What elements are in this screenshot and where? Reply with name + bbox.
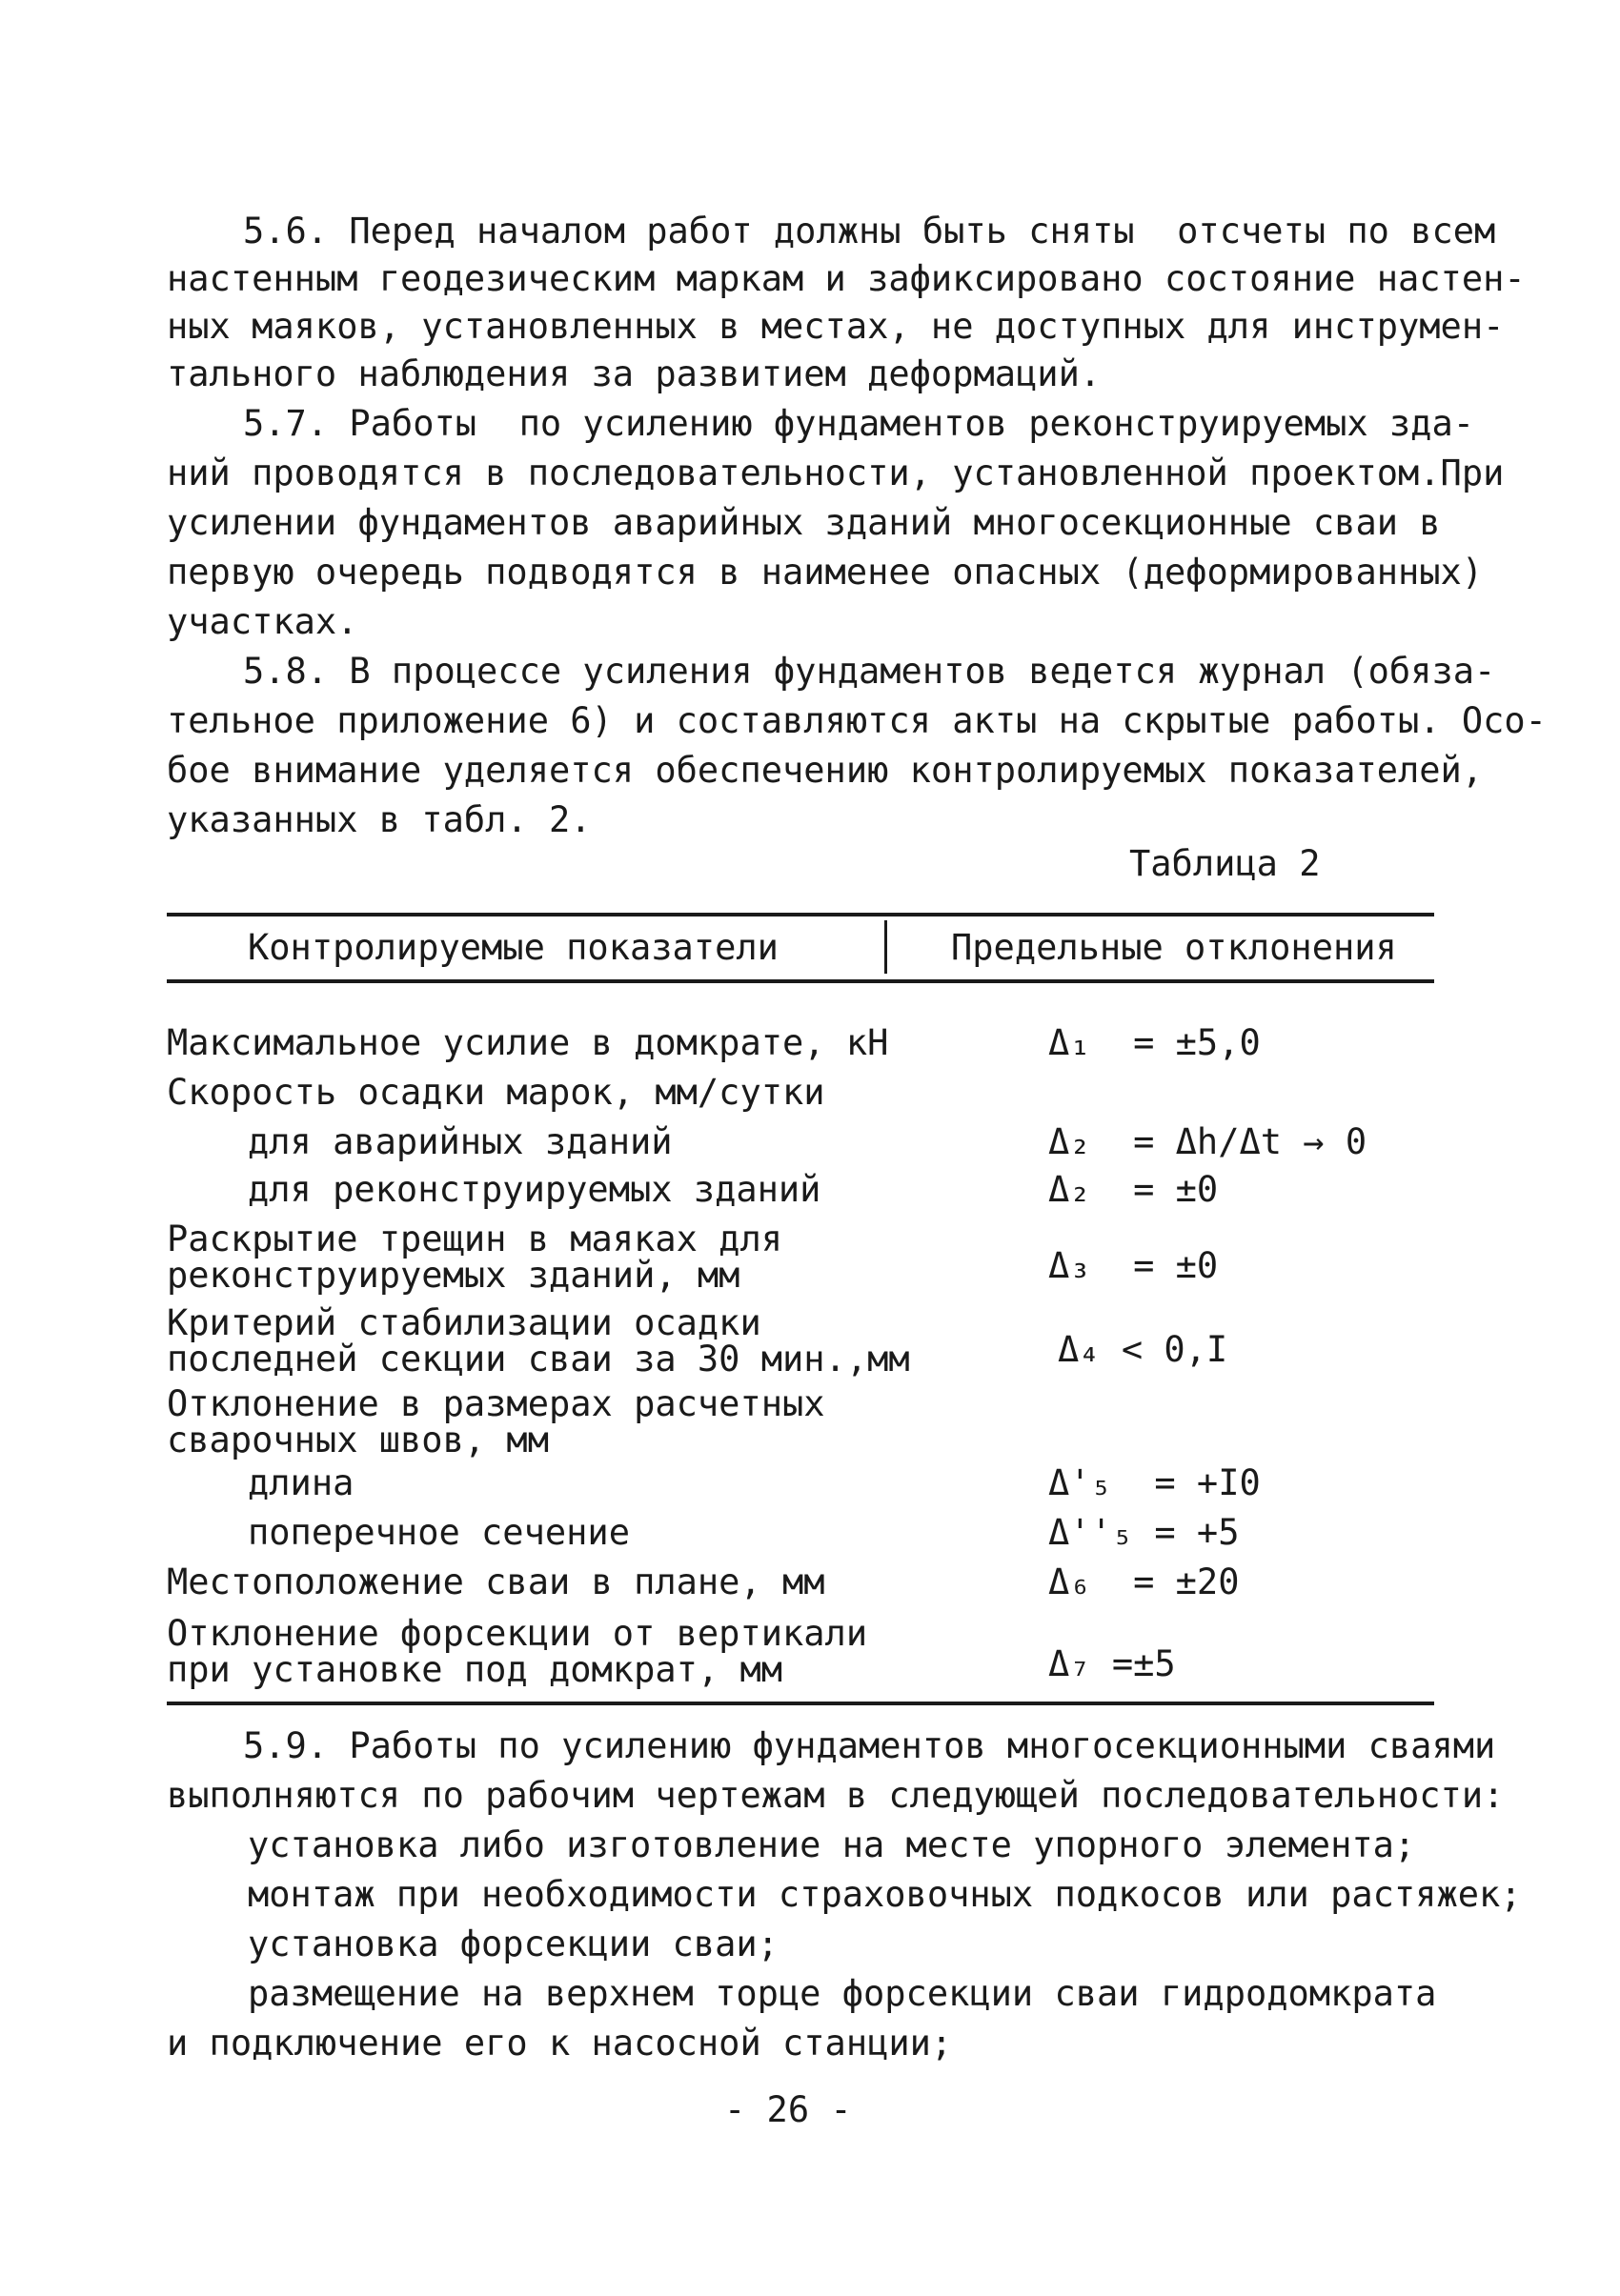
paragraph-5-8-line-2: тельное приложение 6) и составляются акты на скрытые работы. Осо-: [167, 700, 1547, 741]
paragraph-5-6-line-4: тального наблюдения за развитием деформаций.: [167, 353, 1102, 394]
table-row-value: Δ''₅ = +5: [1048, 1512, 1240, 1553]
table-row-label: поперечное сечение: [248, 1512, 630, 1553]
paragraph-5-8-line-1: 5.8. В процессе усиления фундаментов ведется журнал (обяза-: [243, 651, 1496, 692]
table-row-value: Δ'₅ = +I0: [1048, 1462, 1261, 1503]
paragraph-5-8-line-3: бое внимание уделяется обеспечению контролируемых показателей,: [167, 750, 1484, 791]
table-row-label: Отклонение форсекции от вертикали при установке под домкрат, мм: [167, 1613, 868, 1690]
paragraph-5-7-line-5: участках.: [167, 601, 358, 642]
table-row-label: длина: [248, 1462, 354, 1503]
paragraph-5-9-list-item: установка либо изготовление на месте упорного элемента;: [248, 1824, 1416, 1865]
table-row-label: Раскрытие трещин в маяках для реконструируемых зданий, мм: [167, 1218, 783, 1296]
paragraph-5-6-line-2: настенным геодезическим маркам и зафиксировано состояние настен-: [167, 258, 1526, 299]
paragraph-5-7-line-4: первую очередь подводятся в наименее опасных (деформированных): [167, 552, 1484, 593]
paragraph-5-7-line-3: усилении фундаментов аварийных зданий многосекционные сваи в: [167, 502, 1441, 543]
table-row-value: Δ₇ =±5: [1048, 1643, 1176, 1684]
table-row-value: Δ₁ = ±5,0: [1048, 1022, 1261, 1063]
paragraph-5-9-line-1: 5.9. Работы по усилению фундаментов многосекционными сваями: [243, 1725, 1496, 1766]
table-row-label: Местоположение сваи в плане, мм: [167, 1561, 825, 1602]
table-row-value: Δ₃ = ±0: [1048, 1245, 1219, 1286]
paragraph-5-9-list-item: установка форсекции сваи;: [248, 1923, 779, 1964]
paragraph-5-6-line-1: 5.6. Перед началом работ должны быть сняты отсчеты по всем: [243, 211, 1496, 252]
paragraph-5-9-list-item: размещение на верхнем торце форсекции сваи гидродомкрата: [248, 1973, 1437, 2014]
table-row-value: Δ₂ = ±0: [1048, 1169, 1219, 1210]
table-row-label: Скорость осадки марок, мм/сутки: [167, 1072, 825, 1113]
table-row-value: Δ₂ = Δh/Δt → 0: [1048, 1121, 1367, 1162]
table-row-label: Критерий стабилизации осадки последней секции сваи за 30 мин.,мм: [167, 1302, 910, 1380]
table-top-rule: [167, 913, 1434, 916]
paragraph-5-7-line-1: 5.7. Работы по усилению фундаментов реконструируемых зда-: [243, 403, 1475, 444]
table-row-label: для реконструируемых зданий: [248, 1169, 821, 1210]
table-bottom-rule: [167, 1702, 1434, 1705]
paragraph-5-7-line-2: ний проводятся в последовательности, установленной проектом.При: [167, 453, 1505, 493]
table-header-rule: [167, 979, 1434, 983]
paragraph-5-9-list-item: и подключение его к насосной станции;: [167, 2023, 953, 2064]
table-caption: Таблица 2: [1129, 843, 1321, 884]
table-row-label: Максимальное усилие в домкрате, кН: [167, 1022, 889, 1063]
table-row-value: Δ₆ = ±20: [1048, 1561, 1240, 1602]
table-row-value: Δ₄ < 0,I: [1058, 1329, 1228, 1370]
table-header-deviations: Предельные отклонения: [951, 927, 1397, 968]
paragraph-5-6-line-3: ных маяков, установленных в местах, не доступных для инструмен-: [167, 306, 1505, 347]
paragraph-5-8-line-4: указанных в табл. 2.: [167, 799, 592, 840]
page-number: - 26 -: [724, 2089, 852, 2130]
table-header-divider: [884, 920, 887, 974]
table-row-label: для аварийных зданий: [248, 1121, 673, 1162]
table-header-indicators: Контролируемые показатели: [248, 927, 779, 968]
table-row-label: Отклонение в размерах расчетных сварочных швов, мм: [167, 1383, 825, 1460]
paragraph-5-9-list-item: монтаж при необходимости страховочных подкосов или растяжек;: [248, 1874, 1522, 1915]
paragraph-5-9-line-2: выполняются по рабочим чертежам в следующей последовательности:: [167, 1775, 1505, 1816]
